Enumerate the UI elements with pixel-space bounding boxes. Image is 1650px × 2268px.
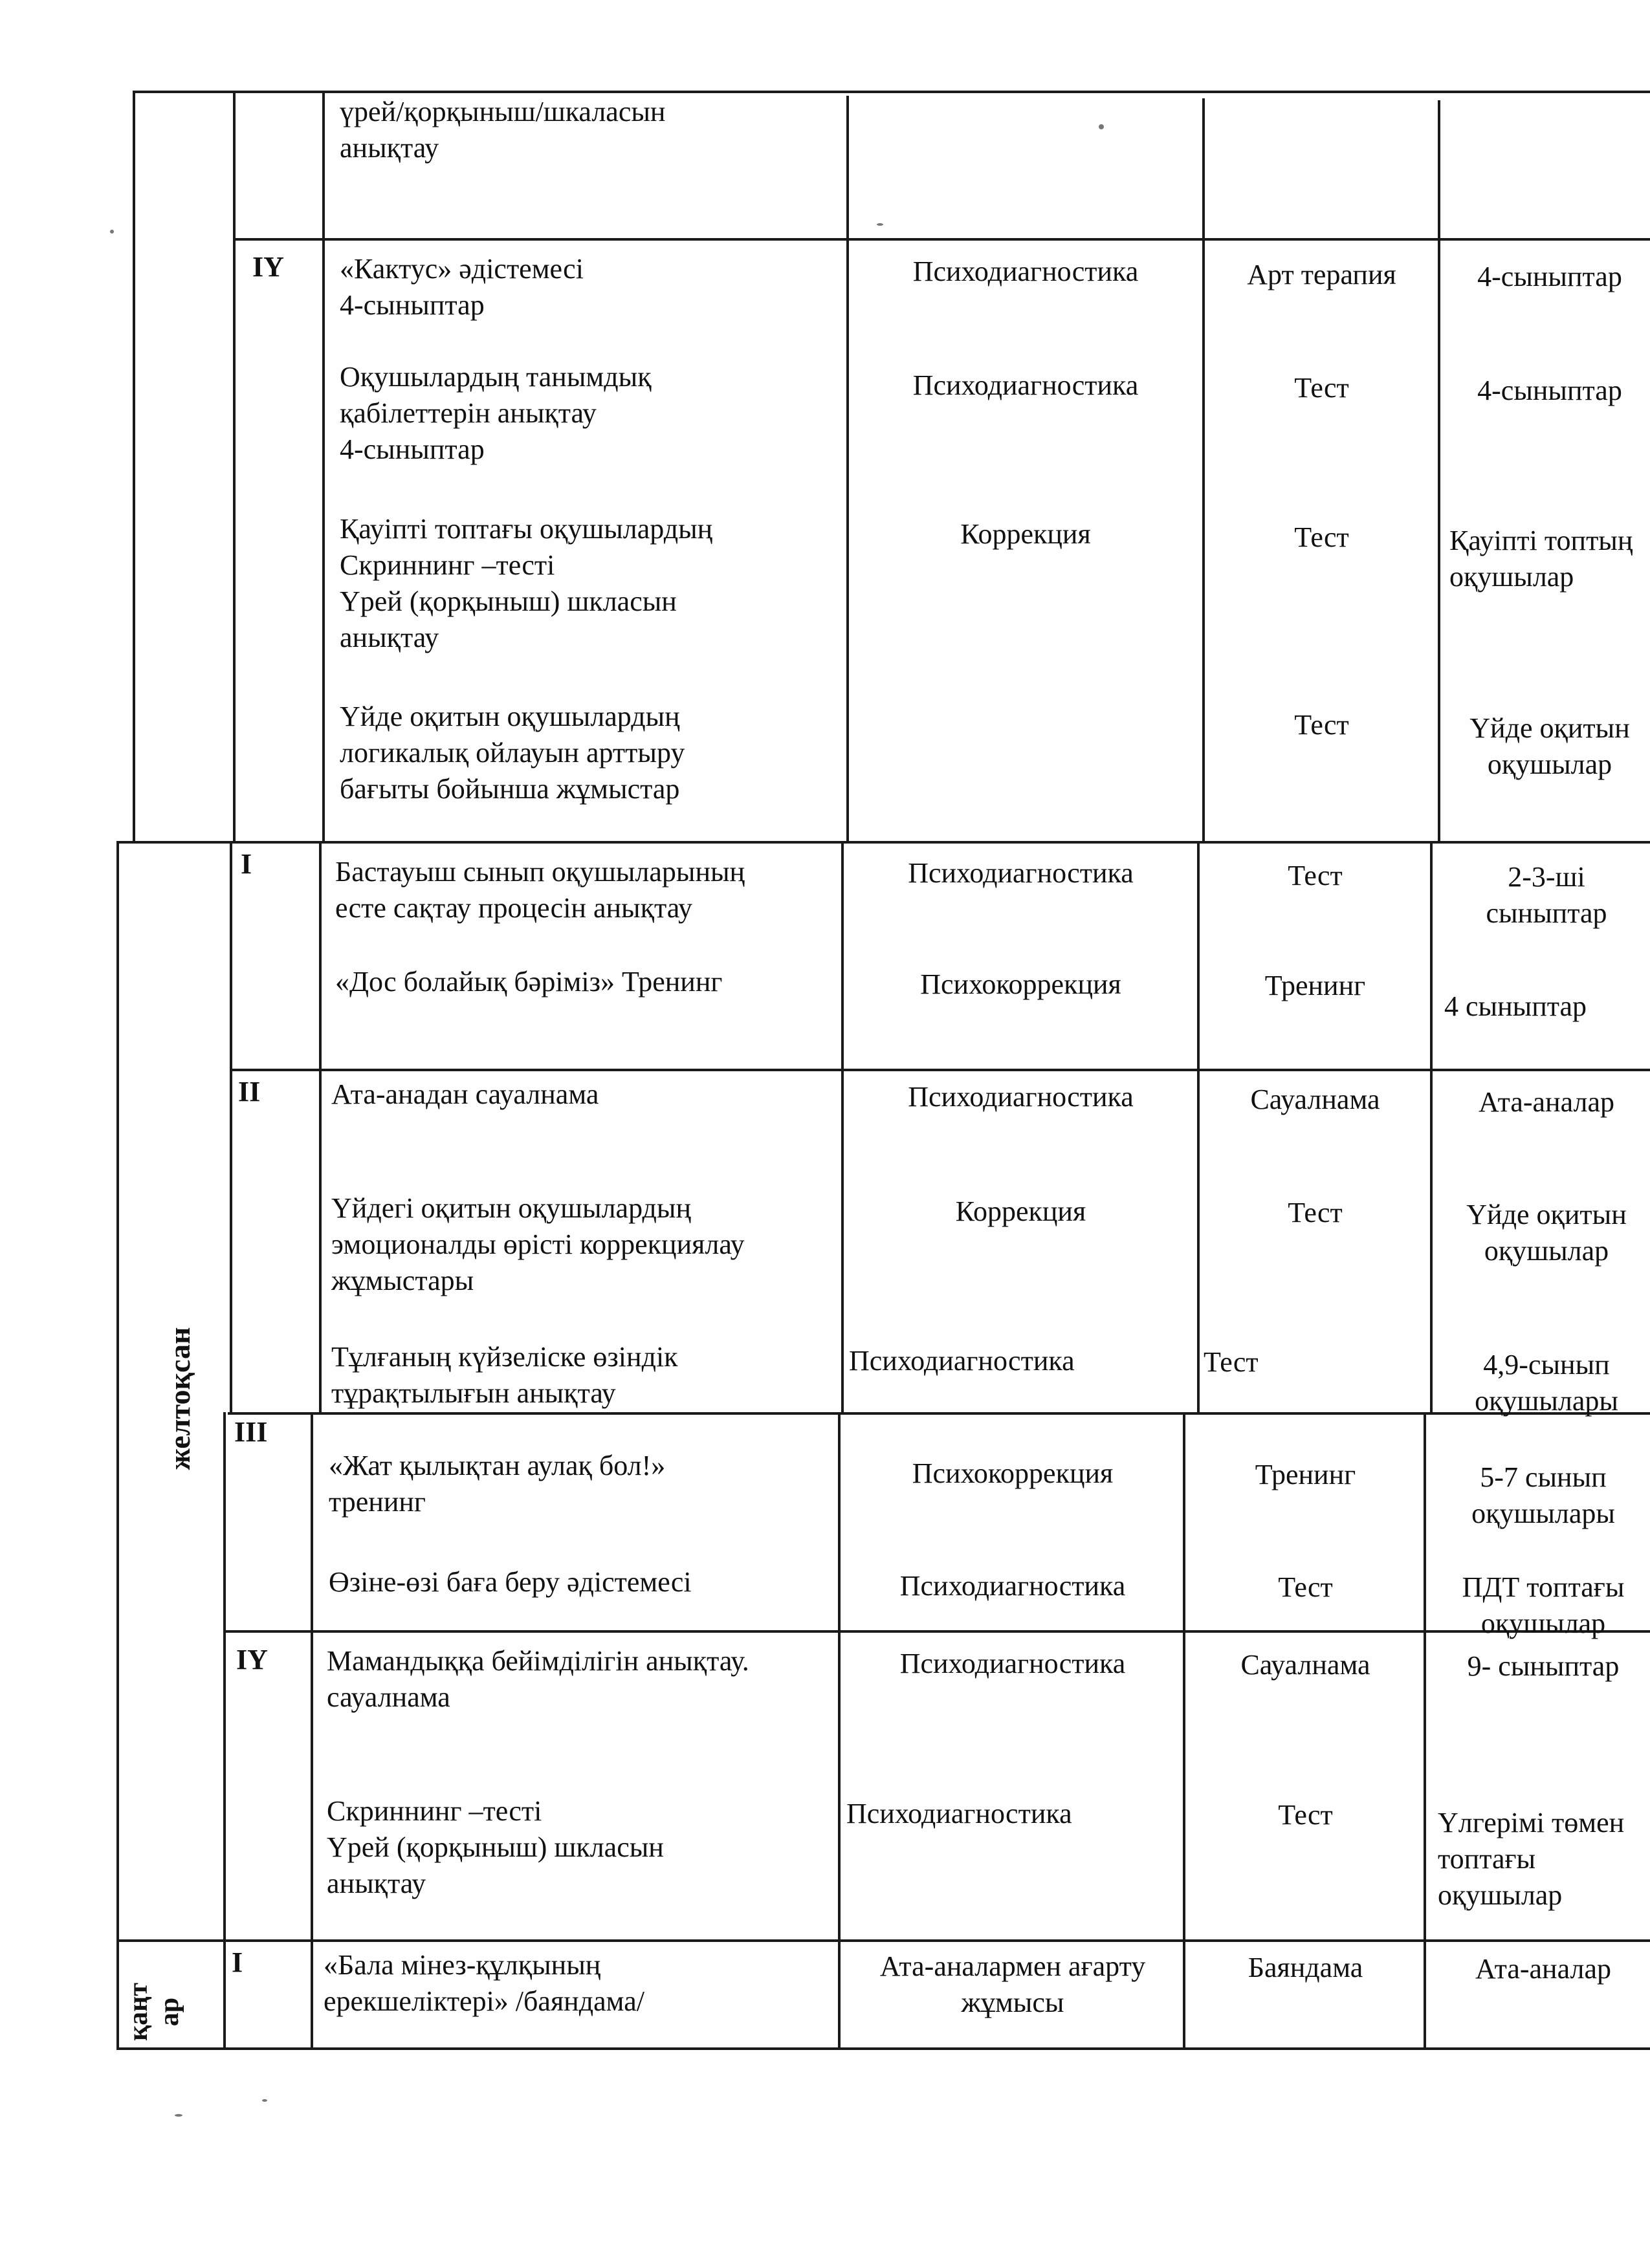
table-left-border: [116, 841, 119, 2049]
activity-content: үрей/қорқыныш/шкаласын анықтау: [340, 96, 666, 164]
type-column-divider: [841, 841, 844, 1413]
activity-form: Арт терапия: [1247, 259, 1396, 290]
activity-content: Өзіне-өзі баға беру әдістемесі: [329, 1566, 692, 1598]
table-bottom-border: [116, 2047, 1650, 2050]
activity-form: Тренинг: [1255, 1459, 1356, 1490]
activity-form: Тест: [1204, 1346, 1259, 1378]
activity-content: Бастауыш сынып оқушыларының есте сақтау процесін анықтау: [335, 856, 745, 924]
activity-content: «Бала мінез-құлқының ерекшеліктері» /баяндама/: [324, 1949, 644, 2017]
row-divider: [116, 1939, 1650, 1942]
activity-type: Психодиагностика: [912, 369, 1139, 401]
activity-participants: ПДТ топтағы оқушылар: [1462, 1571, 1625, 1639]
type-column-divider: [846, 96, 849, 844]
content-column-divider: [311, 1412, 313, 2049]
week-label: I: [232, 1946, 243, 1978]
scan-speck: [110, 230, 114, 234]
scan-speck: [175, 2114, 182, 2117]
activity-participants: Ата-аналар: [1475, 1953, 1611, 1985]
activity-participants: Үйде оқитын оқушылар: [1469, 712, 1630, 780]
participants-column-divider: [1430, 841, 1433, 1413]
activity-content: Оқушылардың танымдық қабілеттерін анықтау 4-сыныптар: [340, 361, 652, 465]
week-label: IY: [252, 251, 284, 283]
activity-participants: 4,9-сынып оқушылары: [1475, 1349, 1618, 1417]
week-label: II: [238, 1076, 261, 1107]
scan-speck: [262, 2099, 267, 2102]
content-column-divider: [319, 841, 322, 1413]
scan-speck: [1099, 124, 1104, 129]
activity-participants: 4 сыныптар: [1444, 990, 1587, 1022]
activity-form: Тест: [1294, 709, 1349, 741]
activity-participants: Үлгерімі төмен топтағы оқушылар: [1438, 1807, 1625, 1911]
activity-type: Ата-аналармен ағарту жұмысы: [879, 1950, 1146, 2018]
activity-participants: 4-сыныптар: [1477, 261, 1622, 292]
activity-type: Коррекция: [955, 1195, 1086, 1227]
activity-content: Үйдегі оқитын оқушылардың эмоционалды өрісті коррекциялау жұмыстары: [331, 1192, 745, 1296]
activity-content: Ата-анадан сауалнама: [331, 1078, 599, 1110]
month-label-december: желтоқсан: [163, 1327, 196, 1470]
week-label: III: [234, 1416, 268, 1448]
activity-form: Тест: [1294, 372, 1349, 404]
activity-type: Психокоррекция: [912, 1457, 1114, 1489]
activity-content: Тұлғаның күйзеліске өзіндік тұрақтылығын анықтау: [331, 1341, 678, 1409]
week-column-divider: [233, 91, 236, 844]
activity-form: Сауалнама: [1240, 1649, 1370, 1681]
form-column-divider: [1197, 841, 1200, 1413]
week-label: IY: [236, 1644, 268, 1675]
activity-type: Психодиагностика: [899, 1570, 1126, 1602]
table-left-border: [133, 91, 135, 842]
activity-type: Психодиагностика: [908, 857, 1134, 889]
table-top-border: [133, 91, 1650, 93]
activity-type: Психокоррекция: [920, 968, 1121, 1000]
activity-participants: Қауіпті топтың оқушылар: [1449, 525, 1633, 593]
activity-content: Қауіпті топтағы оқушылардың Скриннинг –тесті Үрей (қорқыныш) шкласын анықтау: [340, 513, 713, 653]
activity-form: Тренинг: [1264, 970, 1366, 1001]
activity-type: Психодиагностика: [899, 1648, 1126, 1679]
activity-participants: 5-7 сынып оқушылары: [1471, 1461, 1615, 1529]
activity-type: Психодиагностика: [849, 1345, 1075, 1377]
form-column-divider: [1202, 98, 1205, 844]
activity-content: Скриннинг –тесті Үрей (қорқыныш) шкласын анықтау: [327, 1795, 664, 1899]
month-label-january: қаңт ар: [124, 1982, 184, 2042]
week-label: I: [241, 848, 252, 880]
activity-type: Коррекция: [960, 518, 1091, 550]
row-divider: [116, 841, 1650, 844]
participants-column-divider: [1424, 1412, 1426, 2049]
scan-speck: [877, 223, 883, 226]
activity-participants: 2-3-ші сыныптар: [1486, 861, 1607, 929]
activity-form: Баяндама: [1248, 1952, 1363, 1983]
activity-content: Мамандыққа бейімділігін анықтау. сауалнама: [327, 1645, 749, 1713]
week-column-divider: [230, 841, 232, 1413]
activity-type: Психодиагностика: [846, 1798, 1072, 1829]
week-column-divider: [223, 1412, 226, 2049]
row-divider: [232, 1069, 1650, 1071]
activity-form: Сауалнама: [1250, 1084, 1380, 1115]
activity-form: Тест: [1294, 521, 1349, 553]
activity-form: Тест: [1278, 1799, 1333, 1831]
activity-participants: 4-сыныптар: [1477, 375, 1622, 406]
activity-form: Тест: [1288, 860, 1343, 891]
activity-participants: 9- сыныптар: [1467, 1650, 1620, 1682]
activity-content: Үйде оқитын оқушылардың логикалық ойлауын арттыру бағыты бойынша жұмыстар: [340, 701, 685, 805]
content-column-divider: [322, 91, 325, 844]
activity-form: Тест: [1288, 1197, 1343, 1228]
activity-content: «Дос болайық бәріміз» Тренинг: [335, 966, 723, 998]
activity-type: Психодиагностика: [912, 256, 1139, 287]
activity-type: Психодиагностика: [908, 1081, 1134, 1113]
activity-participants: Үйде оқитын оқушылар: [1466, 1199, 1627, 1267]
activity-content: «Жат қылықтан аулақ бол!» тренинг: [329, 1450, 666, 1518]
activity-participants: Ата-аналар: [1478, 1086, 1614, 1118]
activity-content: «Кактус» әдістемесі 4-сыныптар: [340, 253, 584, 321]
activity-form: Тест: [1278, 1571, 1333, 1603]
type-column-divider: [838, 1412, 841, 2049]
